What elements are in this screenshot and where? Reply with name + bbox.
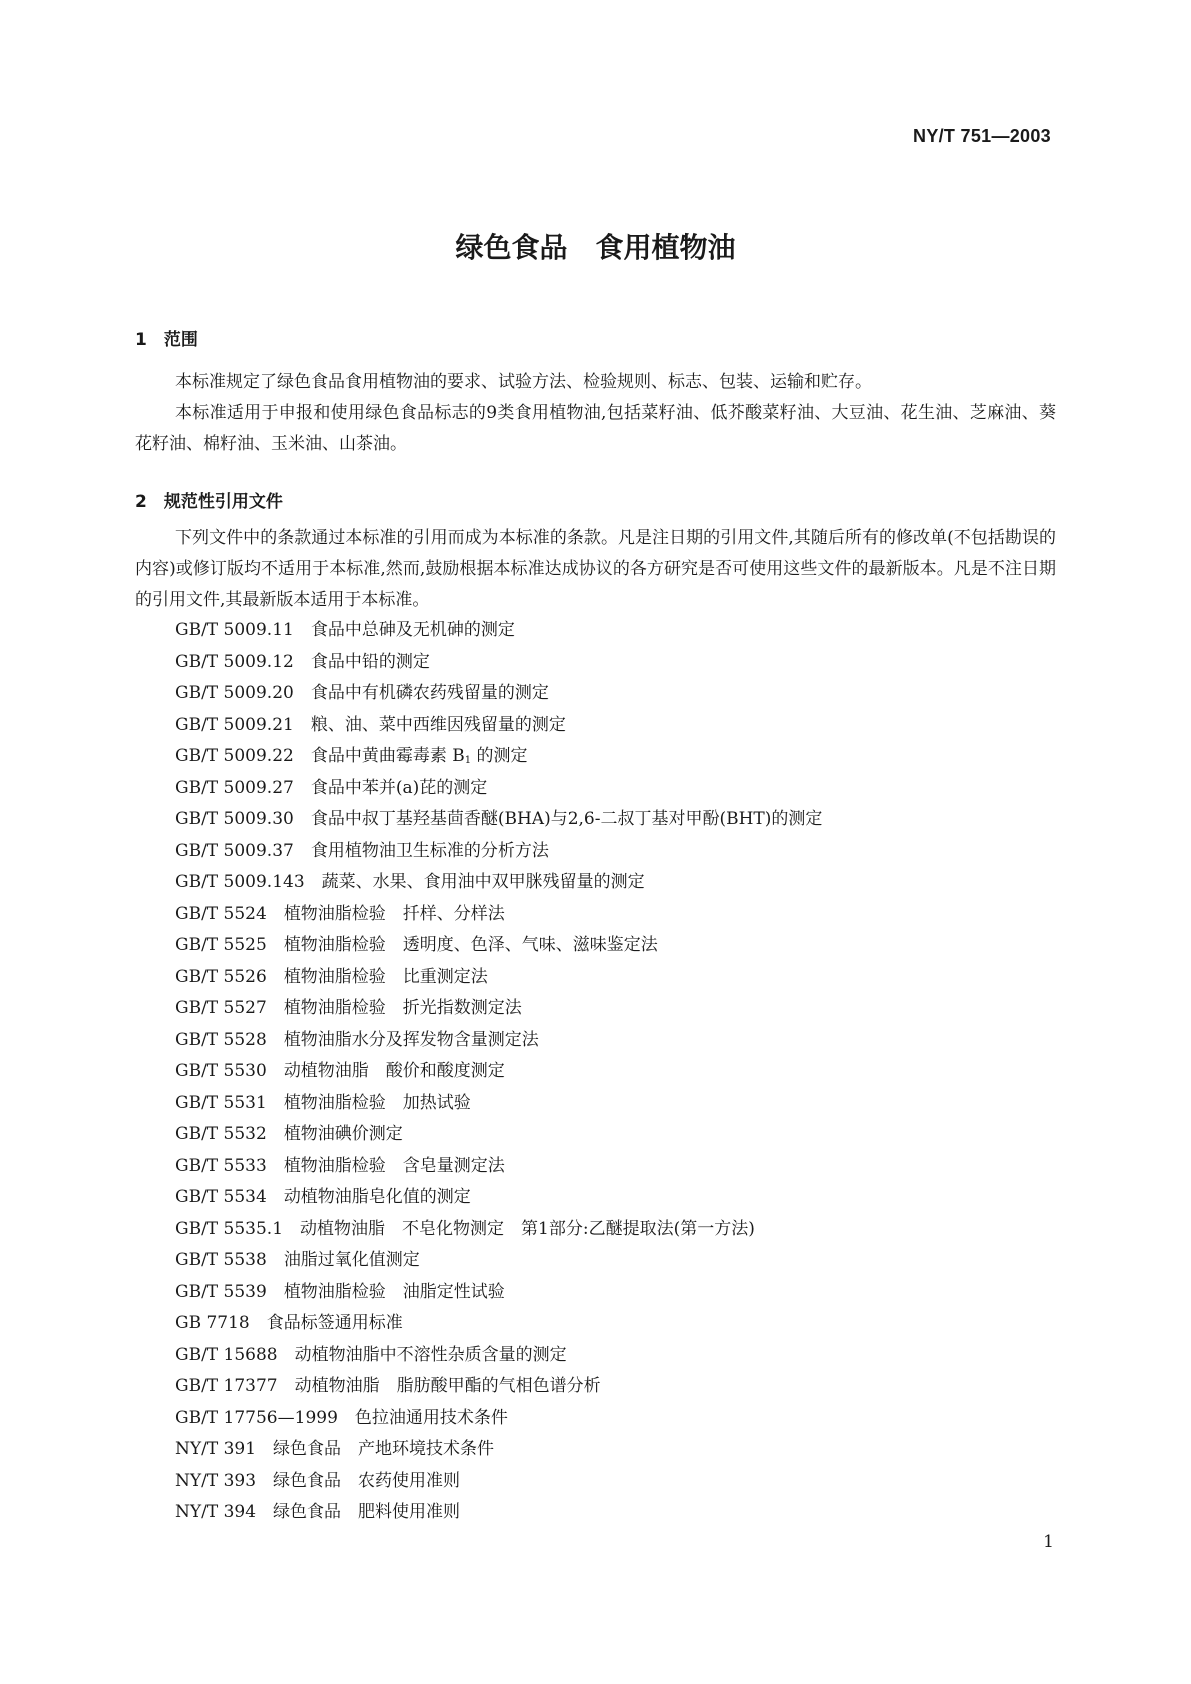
- reference-code: GB/T 5534: [175, 1187, 267, 1207]
- reference-code: GB/T 5009.37: [175, 840, 294, 861]
- reference-item: [175, 647, 822, 679]
- reference-code: GB/T 5009.21: [175, 714, 294, 735]
- reference-code: GB/T 15688: [175, 1344, 278, 1365]
- reference-title: 动植物油脂 脂肪酸甲酯的气相色谱分析: [294, 1376, 601, 1396]
- reference-item: [175, 741, 822, 773]
- reference-item: [175, 615, 822, 647]
- reference-title: 食品中叔丁基羟基茴香醚(BHA)与2,6-二叔丁基对甲酚(BHT)的测定: [310, 809, 823, 829]
- reference-title: 食品标签通用标准: [266, 1313, 403, 1333]
- reference-title: 绿色食品 肥料使用准则: [273, 1502, 461, 1522]
- reference-item: [175, 1371, 822, 1403]
- reference-item: [175, 1245, 822, 1277]
- reference-title: 动植物油脂皂化值的测定: [283, 1187, 471, 1207]
- reference-item: [175, 962, 822, 994]
- scope-paragraph-2: 本标准适用于申报和使用绿色食品标志的9类食用植物油,包括菜籽油、低芥酸菜籽油、大豆油、花生油、芝麻油、葵花籽油、棉籽油、玉米油、山茶油。: [135, 403, 1056, 454]
- reference-code: GB/T 5009.27: [175, 777, 294, 798]
- reference-item: [175, 993, 822, 1025]
- reference-title-suffix: 的测定: [471, 746, 528, 766]
- reference-code: GB/T 5539: [175, 1281, 267, 1302]
- reference-title: 蔬菜、水果、食用油中双甲脒残留量的测定: [321, 872, 645, 892]
- reference-item: [175, 1119, 822, 1151]
- reference-item: [175, 1151, 822, 1183]
- reference-item: [175, 678, 822, 710]
- reference-item: [175, 1466, 822, 1498]
- reference-item: [175, 1497, 822, 1529]
- section-heading-normative-references: 2 规范性引用文件: [135, 492, 283, 512]
- reference-title: 食品中黄曲霉毒素 B: [310, 746, 465, 766]
- reference-code: GB/T 5533: [175, 1155, 267, 1176]
- reference-code: GB/T 5526: [175, 966, 267, 987]
- document-title: 绿色食品 食用植物油: [455, 231, 736, 264]
- reference-item: [175, 1277, 822, 1309]
- reference-item: [175, 867, 822, 899]
- reference-item: [175, 1056, 822, 1088]
- reference-code: NY/T 391: [175, 1439, 257, 1459]
- reference-title: 色拉油通用技术条件: [354, 1407, 508, 1428]
- reference-title: 绿色食品 农药使用准则: [273, 1470, 461, 1491]
- reference-code: NY/T 394: [175, 1502, 257, 1522]
- reference-title: 食品中铅的测定: [310, 651, 430, 672]
- reference-title: 植物油脂检验 含皂量测定法: [283, 1155, 505, 1176]
- reference-item: [175, 1434, 822, 1466]
- reference-title: 植物油脂检验 扦样、分样法: [283, 903, 505, 924]
- reference-title: 绿色食品 产地环境技术条件: [273, 1439, 495, 1459]
- references-intro-paragraph: 下列文件中的条款通过本标准的引用而成为本标准的条款。凡是注日期的引用文件,其随后所有的修改单(不包括勘误的内容)或修订版均不适用于本标准,然而,鼓励根据本标准达成协议的各方研究是否可使用这些文件的最新版本。凡是不注日期的引用文件,其最新版本适用于本标准。: [135, 528, 1056, 610]
- section-heading-scope: 1 范围: [135, 330, 198, 350]
- reference-title: 食品中有机磷农药残留量的测定: [310, 683, 549, 703]
- reference-item: [175, 1308, 822, 1340]
- reference-title: 植物油脂检验 透明度、色泽、气味、滋味鉴定法: [283, 935, 658, 955]
- reference-code: GB/T 5009.30: [175, 809, 294, 829]
- reference-item: [175, 836, 822, 868]
- scope-paragraph-1: 本标准规定了绿色食品食用植物油的要求、试验方法、检验规则、标志、包装、运输和贮存。: [175, 372, 872, 392]
- reference-code: GB/T 17756—1999: [175, 1407, 338, 1428]
- reference-item: [175, 1340, 822, 1372]
- reference-code: GB/T 5009.20: [175, 683, 294, 703]
- reference-item: [175, 1403, 822, 1435]
- reference-code: NY/T 393: [175, 1470, 257, 1491]
- reference-title: 食品中总砷及无机砷的测定: [310, 620, 515, 640]
- reference-code: GB/T 5524: [175, 903, 267, 924]
- page-number: 1: [1043, 1532, 1054, 1552]
- reference-code: GB/T 5535.1: [175, 1218, 284, 1239]
- reference-title: 食品中苯并(a)芘的测定: [310, 777, 488, 798]
- reference-title: 植物油脂检验 加热试验: [283, 1092, 471, 1113]
- reference-title: 植物油脂检验 折光指数测定法: [283, 998, 522, 1018]
- reference-code: GB/T 5528: [175, 1029, 267, 1050]
- reference-item: [175, 899, 822, 931]
- reference-code: GB/T 5009.143: [175, 872, 305, 892]
- reference-title-subscript: 1: [464, 755, 472, 766]
- reference-title: 动植物油脂 酸价和酸度测定: [283, 1061, 505, 1081]
- reference-code: GB/T 5531: [175, 1092, 267, 1113]
- standard-code: NY/T 751—2003: [913, 126, 1051, 146]
- reference-code: GB/T 5532: [175, 1124, 267, 1144]
- reference-title: 植物油脂水分及挥发物含量测定法: [283, 1029, 539, 1050]
- reference-code: GB/T 17377: [175, 1376, 278, 1396]
- reference-title: 食用植物油卫生标准的分析方法: [310, 840, 549, 861]
- reference-code: GB/T 5009.22: [175, 746, 294, 766]
- reference-title: 植物油脂检验 油脂定性试验: [283, 1281, 505, 1302]
- reference-title: 动植物油脂 不皂化物测定 第1部分:乙醚提取法(第一方法): [300, 1218, 755, 1239]
- reference-item: [175, 804, 822, 836]
- reference-code: GB/T 5009.12: [175, 651, 294, 672]
- reference-item: [175, 1025, 822, 1057]
- reference-code: GB/T 5009.11: [175, 620, 294, 640]
- reference-title: 植物油脂检验 比重测定法: [283, 966, 488, 987]
- reference-item: [175, 1088, 822, 1120]
- reference-code: GB/T 5538: [175, 1250, 267, 1270]
- reference-item: [175, 930, 822, 962]
- reference-list: [175, 615, 822, 1529]
- reference-title: 粮、油、菜中西维因残留量的测定: [310, 714, 566, 735]
- reference-item: [175, 710, 822, 742]
- reference-code: GB/T 5525: [175, 935, 267, 955]
- reference-code: GB/T 5527: [175, 998, 267, 1018]
- reference-code: GB/T 5530: [175, 1061, 267, 1081]
- reference-code: GB 7718: [175, 1313, 250, 1333]
- reference-item: [175, 1214, 822, 1246]
- reference-title: 植物油碘价测定: [283, 1124, 403, 1144]
- reference-item: [175, 1182, 822, 1214]
- reference-title: 油脂过氧化值测定: [283, 1250, 420, 1270]
- reference-title: 动植物油脂中不溶性杂质含量的测定: [294, 1344, 567, 1365]
- reference-item: [175, 773, 822, 805]
